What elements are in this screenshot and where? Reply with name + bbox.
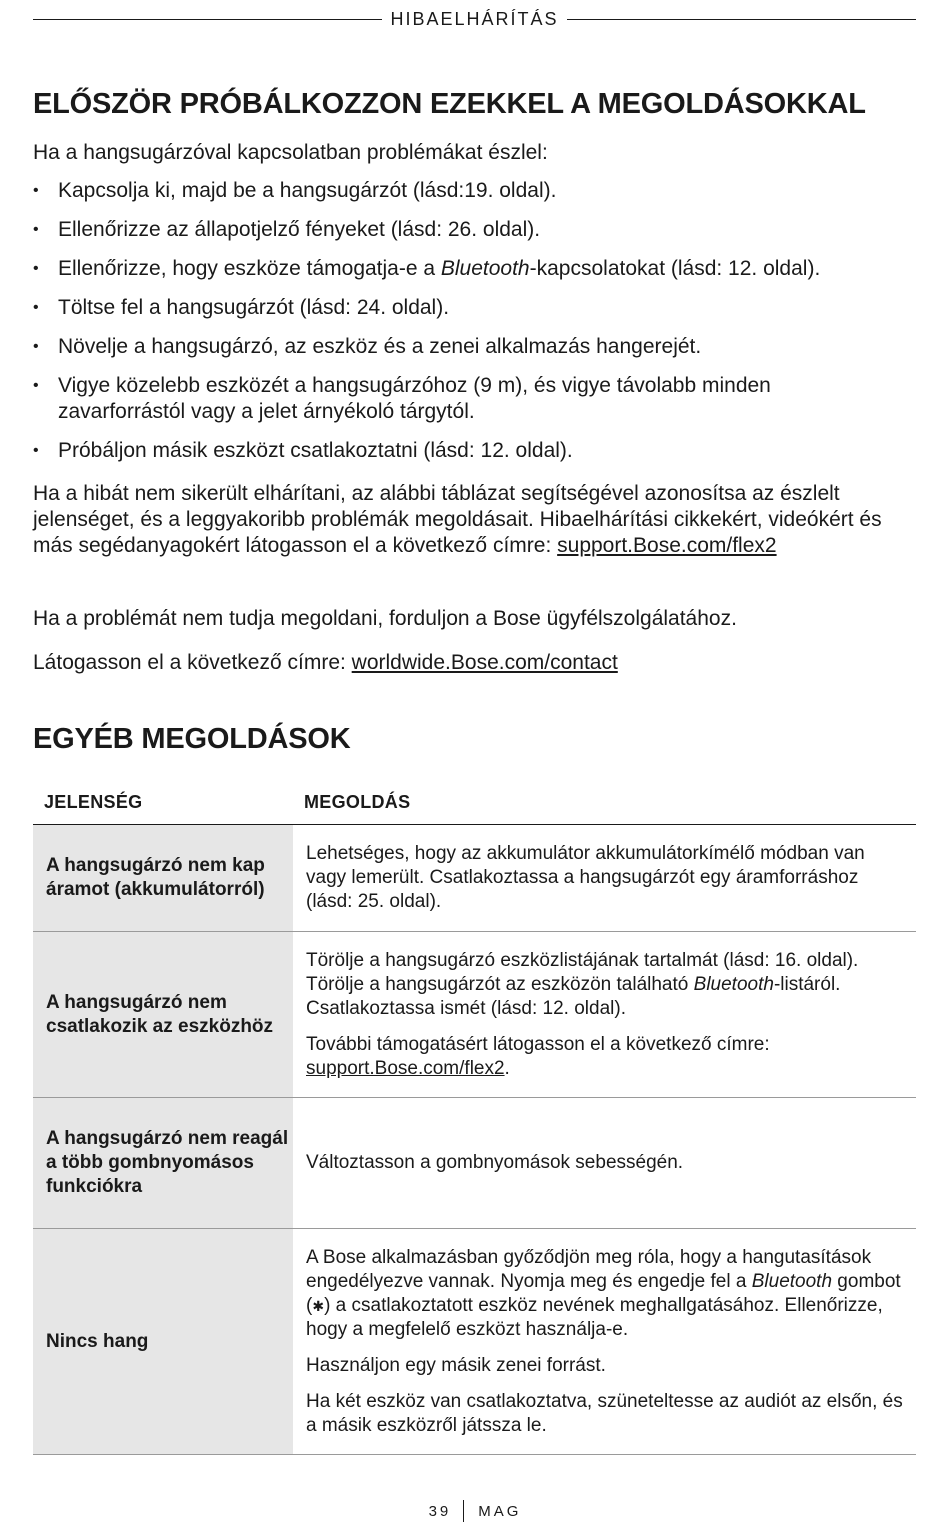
bullet-list xyxy=(33,178,893,477)
list-item: • Ellenőrizze az állapotjelző fényeket (lásd: 26. oldal). xyxy=(33,218,541,241)
page-header xyxy=(33,8,916,30)
table-row xyxy=(33,932,916,1098)
symptom-cell: A hangsugárzó nem reagál a több gombnyomásos funkciókra xyxy=(33,1098,293,1228)
table-row xyxy=(33,1098,916,1229)
list-item: • Vigye közelebb eszközét a hangsugárzóhoz (9 m), és vigye távolabb minden zavarforrástól vagy a jelet árnyékoló tárgytól. xyxy=(33,374,771,423)
column-header-symptom: JELENSÉG xyxy=(44,792,143,812)
section-heading-other-solutions: EGYÉB MEGOLDÁSOK xyxy=(33,723,351,755)
intro-text: Ha a hangsugárzóval kapcsolatban problémákat észlel: xyxy=(33,141,548,164)
worldwide-contact-link[interactable]: worldwide.Bose.com/contact xyxy=(351,651,618,674)
footer-label: MAG xyxy=(478,1502,522,1520)
footer-separator xyxy=(463,1500,464,1522)
solution-cell: Változtasson a gombnyomások sebességén. xyxy=(306,1152,684,1173)
list-item: • Kapcsolja ki, majd be a hangsugárzót (lásd:19. oldal). xyxy=(33,179,557,202)
solution-cell: Törölje a hangsugárzó eszközlistájának tartalmát (lásd: 16. oldal). Törölje a hangsugárzót az eszközön található Bluetooth-listáról. Csatlakoztassa ismét (lásd: 12. oldal). További támogatásért látogasson el a következő címre: support.Bose.com/flex2. xyxy=(306,949,859,1079)
column-header-solution: MEGOLDÁS xyxy=(304,792,411,812)
support-link[interactable]: support.Bose.com/flex2 xyxy=(557,534,777,557)
solution-cell: A Bose alkalmazásban győződjön meg róla, hogy a hangutasítások engedélyezve vannak. Nyomja meg és engedje fel a Bluetooth gombot (✱) a csatlakoztatott eszköz nevének meghallgatásához. Ellenőrizze, hogy a megfelelő eszközt használja-e. Használjon egy másik zenei forrást. Ha két eszköz van csatlakoztatva, szüneteltesse az audiót az elsőn, és a másik eszközről játssza le. xyxy=(306,1246,903,1436)
header-title: HIBAELHÁRÍTÁS xyxy=(390,8,559,29)
symptom-cell: Nincs hang xyxy=(33,1229,293,1454)
header-rule-left xyxy=(33,19,382,20)
bluetooth-icon: ✱ xyxy=(312,1297,325,1314)
solution-cell: Lehetséges, hogy az akkumulátor akkumulátorkímélő módban van vagy lemerült. Csatlakoztassa a hangsugárzót egy áramforráshoz (lásd: 25. oldal). xyxy=(306,843,865,912)
support-link-table[interactable]: support.Bose.com/flex2 xyxy=(306,1057,505,1079)
visit-paragraph: Látogasson el a következő címre: worldwide.Bose.com/contact xyxy=(33,651,618,674)
list-item: • Ellenőrizze, hogy eszköze támogatja-e a Bluetooth-kapcsolatokat (lásd: 12. oldal). xyxy=(33,257,821,280)
symptom-cell: A hangsugárzó nem csatlakozik az eszközhöz xyxy=(33,932,293,1097)
section-heading-first-solutions: ELŐSZÖR PRÓBÁLKOZZON EZEKKEL A MEGOLDÁSOKKAL xyxy=(33,88,866,120)
page-number: 39 xyxy=(428,1502,452,1520)
symptom-cell: A hangsugárzó nem kap áramot (akkumulátorról) xyxy=(33,825,293,931)
help-paragraph: Ha a hibát nem sikerült elhárítani, az alábbi táblázat segítségével azonosítsa az észlelt jelenséget, és a leggyakoribb problémák megoldásait. Hibaelhárítási cikkekért, videókért és más segédanyagokért látogasson el a következő címre: support.Bose.com/flex2 xyxy=(33,482,882,557)
table-row xyxy=(33,1229,916,1455)
contact-paragraph: Ha a problémát nem tudja megoldani, forduljon a Bose ügyfélszolgálatához. xyxy=(33,607,737,630)
list-item: • Töltse fel a hangsugárzót (lásd: 24. oldal). xyxy=(33,296,450,319)
list-item: • Próbáljon másik eszközt csatlakoztatni (lásd: 12. oldal). xyxy=(33,439,573,462)
header-rule-right xyxy=(567,19,916,20)
table-row xyxy=(33,825,916,932)
list-item: • Növelje a hangsugárzó, az eszköz és a zenei alkalmazás hangerejét. xyxy=(33,335,702,358)
page-footer xyxy=(0,1500,950,1522)
